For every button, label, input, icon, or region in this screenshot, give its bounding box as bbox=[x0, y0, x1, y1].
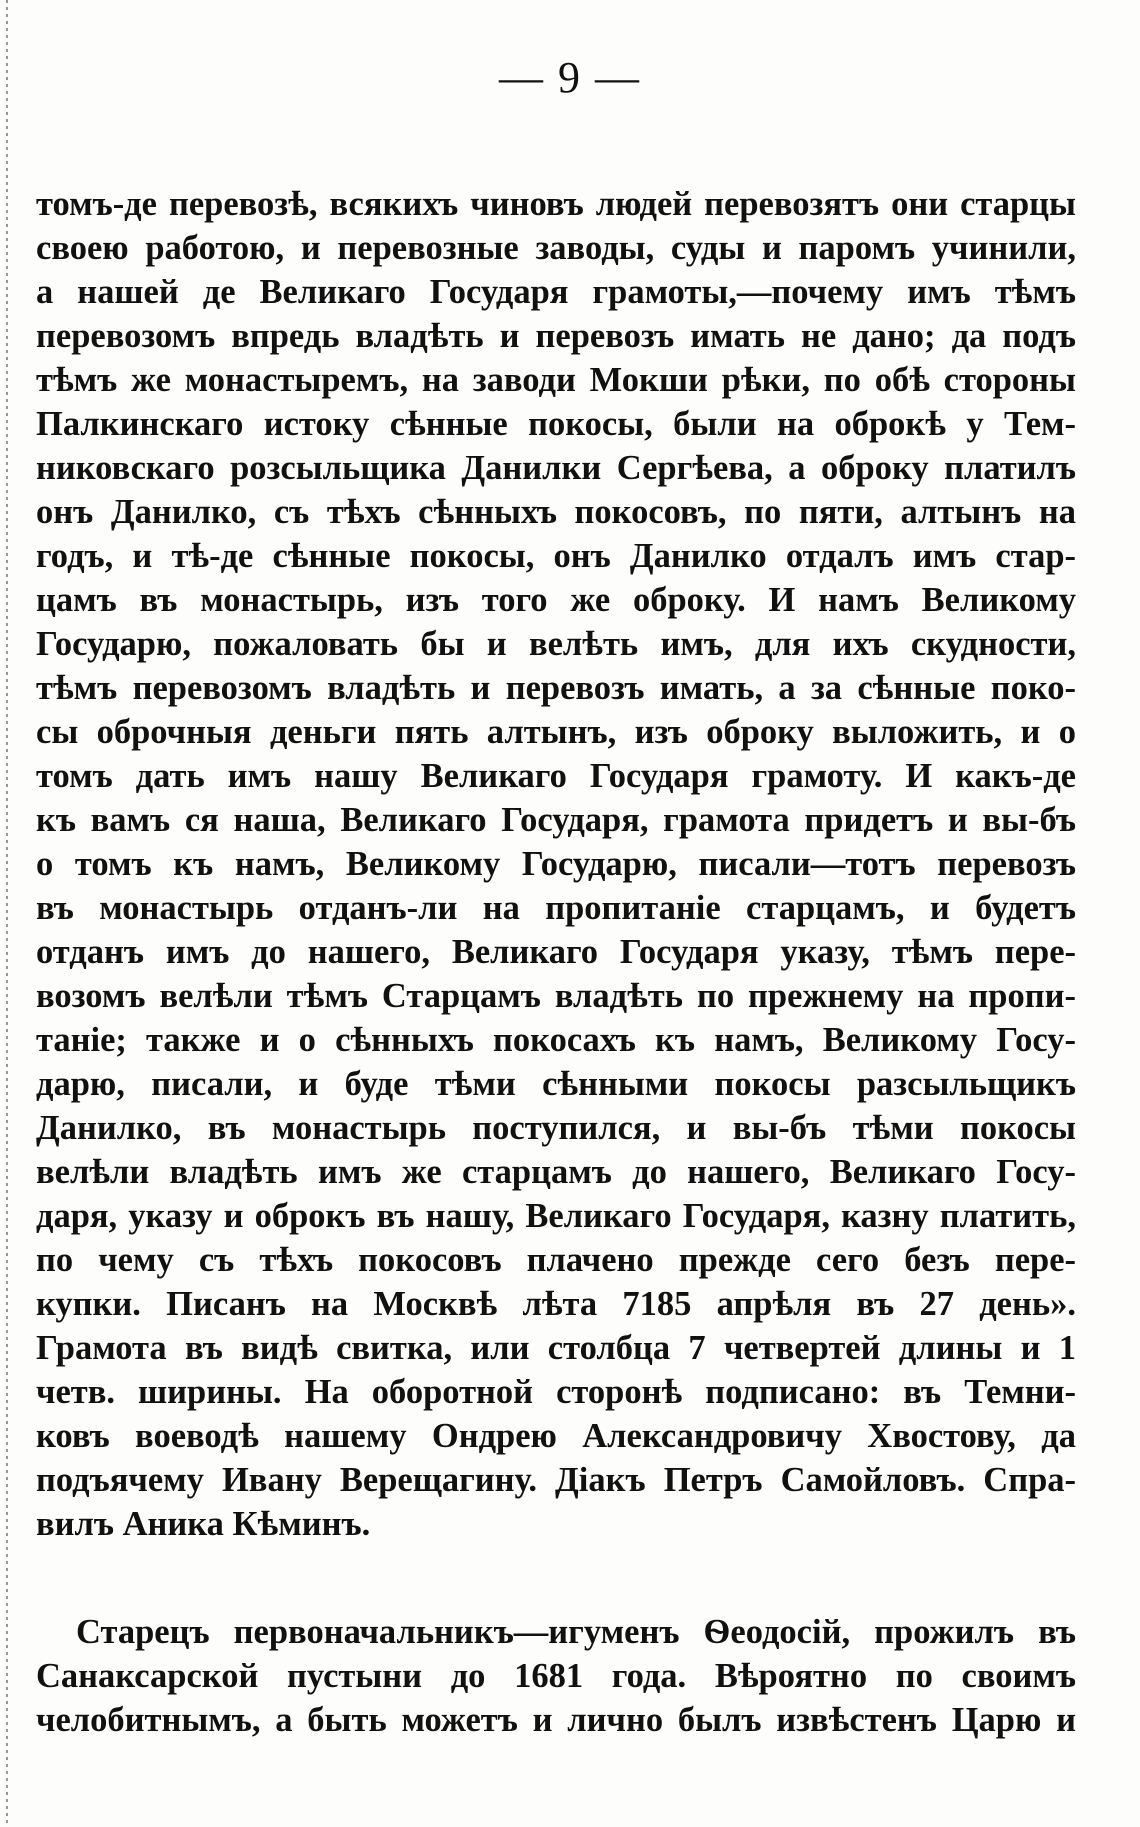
text-line: челобитнымъ, а быть можетъ и лично былъ извѣстенъ Царю и bbox=[36, 1701, 1076, 1739]
text-line: отданъ имъ до нашего, Великаго Государя указу, тѣмъ пере- bbox=[36, 933, 1076, 971]
text-line: купки. Писанъ на Москвѣ лѣта 7185 апрѣля въ 27 день». bbox=[36, 1285, 1076, 1323]
text-line: подъячему Ивану Верещагину. Діакъ Петръ Самойловъ. Спра- bbox=[36, 1461, 1076, 1499]
page-number: — 9 — bbox=[499, 53, 641, 102]
text-line: велѣли владѣть имъ же старцамъ до нашего, Великаго Госу- bbox=[36, 1153, 1076, 1191]
text-line: никовскаго розсыльщика Данилки Сергѣева, а оброку платилъ bbox=[36, 449, 1076, 487]
text-line: Старецъ первоначальникъ—игуменъ Ѳеодосій, прожилъ въ bbox=[76, 1613, 1076, 1651]
page-edge-rule bbox=[6, 0, 8, 1827]
text-line: по чему съ тѣхъ покосовъ плачено прежде сего безъ пере- bbox=[36, 1241, 1076, 1279]
text-line: своею работою, и перевозные заводы, суды и паромъ учинили, bbox=[36, 229, 1076, 267]
text-line: въ монастырь отданъ-ли на пропитаніе старцамъ, и будетъ bbox=[36, 889, 1076, 927]
text-line: четв. ширины. На оборотной сторонѣ подписано: въ Темни- bbox=[36, 1373, 1076, 1411]
text-line: о томъ къ намъ, Великому Государю, писали—тотъ перевозъ bbox=[36, 845, 1076, 883]
text-line: цамъ въ монастырь, изъ того же оброку. И намъ Великому bbox=[36, 581, 1076, 619]
text-line: къ вамъ ся наша, Великаго Государя, грамота придетъ и вы-бъ bbox=[36, 801, 1076, 839]
text-line: томъ-де перевозѣ, всякихъ чиновъ людей перевозятъ они старцы bbox=[36, 185, 1076, 223]
text-line: тѣмъ перевозомъ владѣть и перевозъ имать, а за сѣнные поко- bbox=[36, 669, 1076, 707]
text-line: а нашей де Великаго Государя грамоты,—почему имъ тѣмъ bbox=[36, 273, 1076, 311]
text-line: томъ дать имъ нашу Великаго Государя грамоту. И какъ-де bbox=[36, 757, 1076, 795]
text-line: онъ Данилко, съ тѣхъ сѣнныхъ покосовъ, по пяти, алтынъ на bbox=[36, 493, 1076, 531]
text-line: тѣмъ же монастыремъ, на заводи Мокши рѣки, по обѣ стороны bbox=[36, 361, 1076, 399]
text-line: возомъ велѣли тѣмъ Старцамъ владѣть по прежнему на пропи- bbox=[36, 977, 1076, 1015]
text-line: Государю, пожаловать бы и велѣть имъ, для ихъ скудности, bbox=[36, 625, 1076, 663]
text-line: Палкинскаго истоку сѣнные покосы, были на оброкѣ у Тем- bbox=[36, 405, 1076, 443]
paragraph-2 bbox=[36, 1610, 1076, 1742]
text-line: Грамота въ видѣ свитка, или столбца 7 четвертей длины и 1 bbox=[36, 1329, 1076, 1367]
text-line: сы оброчныя деньги пять алтынъ, изъ оброку выложить, и о bbox=[36, 713, 1076, 751]
text-line: вилъ Аника Кѣминъ. bbox=[36, 1505, 371, 1543]
text-line: таніе; также и о сѣнныхъ покосахъ къ намъ, Великому Госу- bbox=[36, 1021, 1076, 1059]
text-line: ковъ воеводѣ нашему Ондрею Александровичу Хвостову, да bbox=[36, 1417, 1076, 1455]
text-line: Санаксарской пустыни до 1681 года. Вѣроятно по своимъ bbox=[36, 1657, 1076, 1695]
text-line: Данилко, въ монастырь поступился, и вы-бъ тѣми покосы bbox=[36, 1109, 1076, 1147]
text-line: перевозомъ впредь владѣть и перевозъ имать не дано; да подъ bbox=[36, 317, 1076, 355]
text-line: дарю, писали, и буде тѣми сѣнными покосы разсыльщикъ bbox=[36, 1065, 1076, 1103]
text-line: годъ, и тѣ-де сѣнные покосы, онъ Данилко отдалъ имъ стар- bbox=[36, 537, 1076, 575]
paragraph-1 bbox=[36, 182, 1076, 1546]
text-line: даря, указу и оброкъ въ нашу, Великаго Государя, казну платить, bbox=[36, 1197, 1076, 1235]
